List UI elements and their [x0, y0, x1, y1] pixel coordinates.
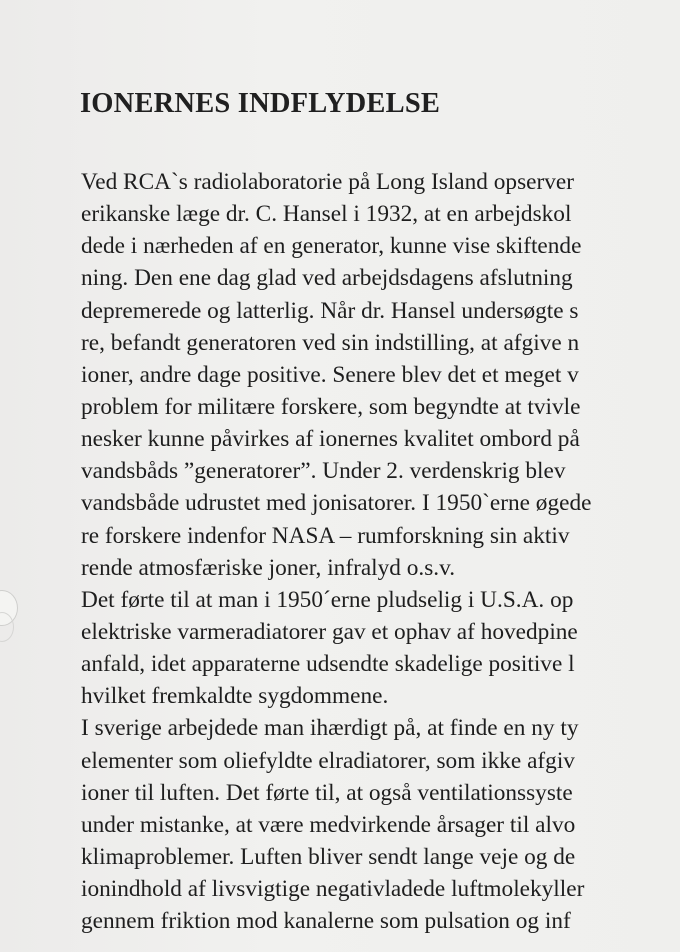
- text-line: hvilket fremkaldte sygdommene.: [81, 683, 389, 710]
- text-line: erikanske læge dr. C. Hansel i 1932, at en arbejdskol: [81, 201, 572, 228]
- text-line: under mistanke, at være medvirkende årsager til alvo: [81, 811, 576, 838]
- text-line: elektriske varmeradiatorer gav et ophav af hovedpine: [81, 618, 578, 645]
- text-line: Det førte til at man i 1950´erne pludselig i U.S.A. op: [81, 586, 574, 613]
- text-line: ionindhold af livsvigtige negativladede luftmolekyller: [81, 876, 585, 903]
- text-line: I sverige arbejdede man ihærdigt på, at finde en ny ty: [81, 715, 579, 742]
- text-line: ioner, andre dage positive. Senere blev det et meget v: [81, 361, 579, 388]
- text-line: klimaproblemer. Luften bliver sendt lange veje og de: [81, 843, 576, 870]
- text-line: vandsbåde udrustet med jonisatorer. I 1950`erne øgede: [81, 490, 592, 517]
- text-line: ning. Den ene dag glad ved arbejdsdagens afslutning: [81, 265, 573, 292]
- text-line: ioner til luften. Det førte til, at også ventilationssyste: [81, 779, 573, 806]
- text-line: Ved RCA`s radiolaboratorie på Long Island opserver: [81, 169, 574, 195]
- text-line: gennem friktion mod kanalerne som pulsation og inf: [81, 908, 571, 935]
- text-line: elementer som oliefyldte elradiatorer, som ikke afgiv: [81, 747, 575, 774]
- text-line: anfald, idet apparaterne udsendte skadelige positive l: [81, 651, 575, 678]
- text-line: nesker kunne påvirkes af ionernes kvalitet ombord på: [81, 426, 580, 453]
- text-line: dede i nærheden af en generator, kunne vise skiftende: [81, 233, 582, 260]
- body-text: [81, 166, 680, 937]
- document-title: IONERNES INDFLYDELSE: [80, 88, 441, 119]
- text-line: vandsbåds ”generatorer”. Under 2. verdenskrig blev: [81, 458, 566, 485]
- text-line: problem for militære forskere, som begyndte at tvivle: [81, 393, 581, 420]
- text-line: rende atmosfæriske joner, infralyd o.s.v.: [81, 554, 456, 581]
- text-line: re, befandt generatoren ved sin indstilling, at afgive n: [81, 329, 580, 356]
- text-line: re forskere indenfor NASA – rumforskning sin aktiv: [81, 522, 570, 549]
- text-line: depremerede og latterlig. Når dr. Hansel undersøgte s: [81, 297, 579, 324]
